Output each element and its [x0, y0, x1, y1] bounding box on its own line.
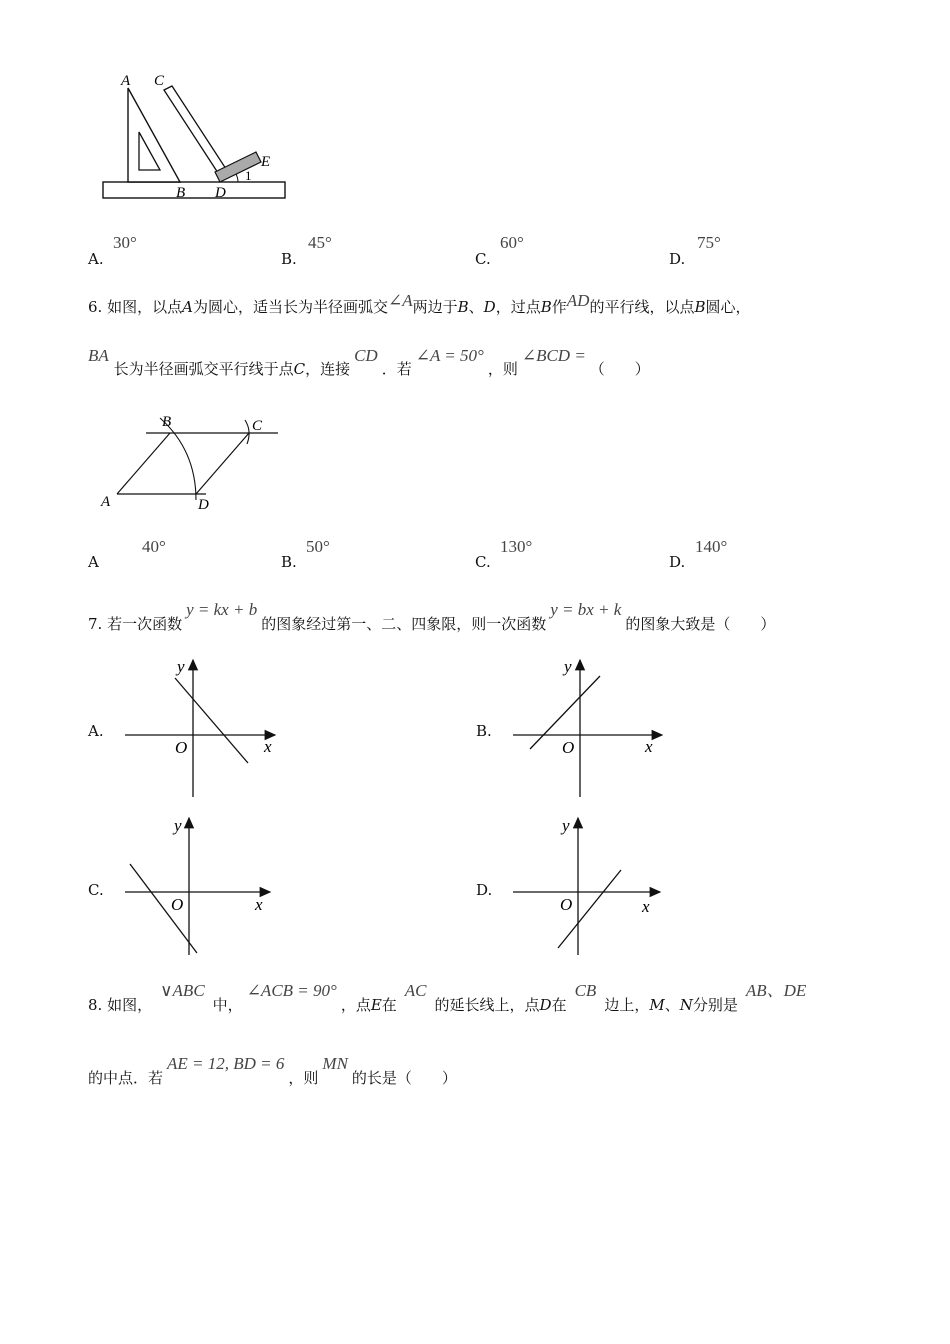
q5-label-b: B — [176, 185, 186, 201]
q6-label-a: A — [101, 494, 111, 510]
q7-graph-c-line — [130, 864, 197, 953]
q7-graph-d — [513, 816, 660, 955]
q8-line-1: 8. 如图，∨ABC中，∠ACB = 90°，点E在AC的延长线上，点D在CB边上，M、N分别是AB、DE — [88, 981, 807, 1014]
x-axis-label: x — [645, 737, 653, 756]
q5-option-d-value: 75° — [697, 233, 721, 252]
q5-option-b-value: 45° — [308, 233, 332, 252]
x-axis-label: x — [264, 737, 272, 756]
q6-label-c: C — [252, 418, 263, 434]
q7-stem: 7. 若一次函数y = kx + b的图象经过第一、二、四象限，则一次函数y = bx + k的图象大致是（ ） — [88, 600, 776, 633]
origin-label: O — [560, 895, 573, 914]
q6-option-d-letter: D. — [669, 553, 686, 571]
x-axis-label: x — [642, 897, 650, 916]
q5-option-c-letter: C. — [475, 250, 491, 268]
q5-option-b-letter: B. — [281, 250, 297, 268]
q5-option-a-letter: A. — [88, 250, 104, 268]
y-axis-label: y — [562, 816, 570, 835]
q6-line-1: 6. 如图，以点A为圆心，适当长为半径画弧交∠A两边于B、D，过点B作AD的平行线，以点B圆心， — [88, 291, 751, 316]
q6-option-b-value: 50° — [306, 537, 330, 556]
q5-option-d-letter: D. — [669, 250, 686, 268]
q6-option-c-letter: C. — [475, 553, 491, 571]
q7-option-c-letter: C. — [88, 881, 104, 899]
q7-graph-c — [125, 816, 270, 955]
q6-line-2: BA 长为半径画弧交平行线于点C，连接CD．若∠A = 50°，则∠BCD =（ ） — [88, 346, 650, 378]
q6-option-b-letter: B. — [281, 553, 297, 571]
q6-label-d: D — [198, 497, 209, 513]
q6-label-b: B — [162, 414, 172, 430]
q7-graph-a — [125, 657, 275, 797]
x-axis-label: x — [255, 895, 263, 914]
q5-label-e: E — [261, 154, 271, 170]
origin-label: O — [562, 738, 575, 757]
q5-label-1: 1 — [245, 168, 252, 183]
origin-label: O — [175, 738, 188, 757]
q5-option-a-value: 30° — [113, 233, 137, 252]
q5-label-c: C — [154, 73, 165, 89]
y-axis-label: y — [174, 816, 182, 835]
q6-option-d-value: 140° — [695, 537, 728, 556]
q6-option-a-value: 40° — [142, 537, 166, 556]
q7-option-a-letter: A. — [88, 722, 104, 740]
origin-label: O — [171, 895, 184, 914]
q7-option-d-letter: D. — [476, 881, 493, 899]
q7-graph-b — [513, 657, 662, 797]
y-axis-label: y — [564, 657, 572, 676]
q5-label-d: D — [215, 185, 226, 201]
q6-option-c-value: 130° — [500, 537, 533, 556]
q6-option-a-letter: A — [88, 553, 99, 571]
q5-label-a: A — [121, 73, 131, 89]
q8-line-2: 的中点．若AE = 12, BD = 6，则MN的长是（ ） — [88, 1054, 457, 1087]
q5-option-c-value: 60° — [500, 233, 524, 252]
q7-option-b-letter: B. — [476, 722, 492, 740]
y-axis-label: y — [177, 657, 185, 676]
